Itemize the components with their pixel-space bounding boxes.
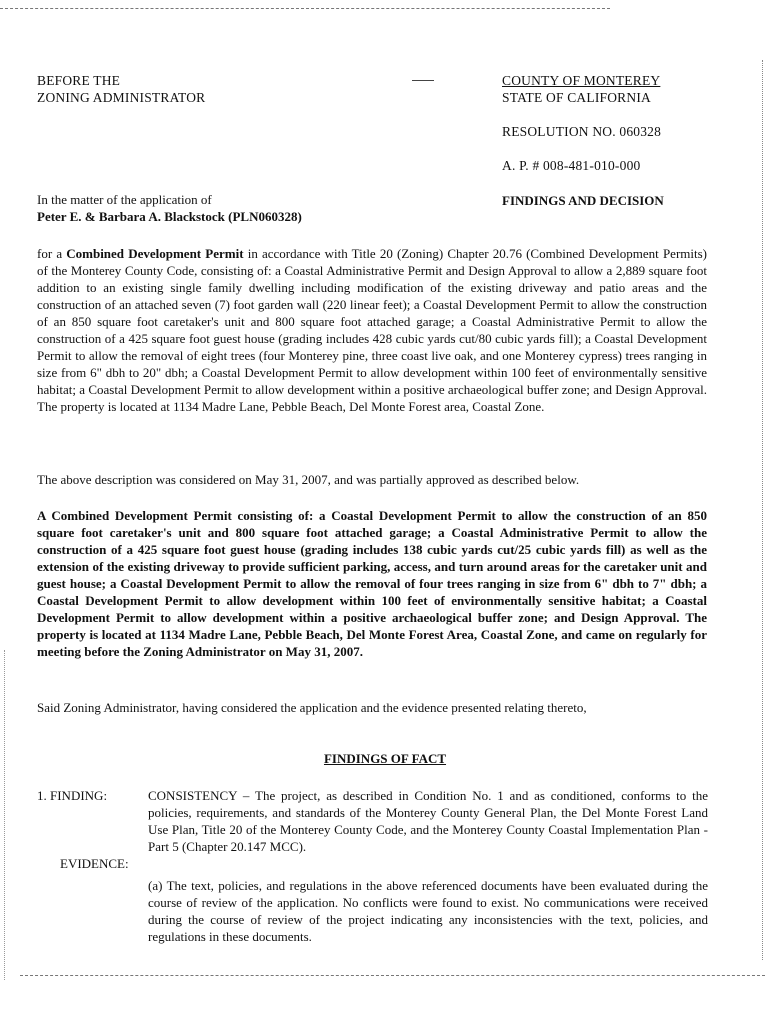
scan-artifact-bottom [20,975,765,976]
said-statement: Said Zoning Administrator, having considered the application and the evidence presented relating thereto, [37,700,587,715]
scan-artifact-left-edge [4,650,5,980]
header-left [37,72,367,106]
matter-block [37,191,457,225]
findings-of-fact-heading: FINDINGS OF FACT [323,751,447,766]
header-state: STATE OF CALIFORNIA [502,90,651,105]
request-prefix: for a [37,246,67,261]
approved-permit-paragraph: A Combined Development Permit consisting of: a Coastal Development Permit to allow the construction of an 850 square foot caretaker's unit and 800 square foot attached garage; a Coastal Administrative Permit to allow the construction of a 425 square foot guest house (grading includes 138 cubic yards cut/25 cubic yards fill) as well as the extension of the existing driveway to provide sufficient parking, access, and turn around areas for the caretaker unit and guest house; a Coastal Development Permit to allow the removal of four trees ranging in size from 6" dbh to 7" dbh; a Coastal Development Permit to allow development within 100 feet of environmentally sensitive habitat; a Coastal Development Permit to allow development within a positive archaeological buffer zone; and Design Approval. The property is located at 1134 Madre Lane, Pebble Beach, Del Monte Forest Area, Coastal Zone, and came on regularly for meeting before the Zoning Administrator on May 31, 2007. [37,508,707,659]
request-permit-type: Combined Development Permit [66,246,244,261]
matter-intro: In the matter of the application of [37,192,212,207]
findings-and-decision-title: FINDINGS AND DECISION [502,193,664,208]
header-before-the: BEFORE THE [37,73,121,88]
applicant-name: Peter E. & Barbara A. Blackstock (PLN060328) [37,209,302,224]
evidence-a: (a) The text, policies, and regulations in the above referenced documents have been evaluated during the course of review of the application. No conflicts were found to exist. No communications were received during the course of review of the project indicating any inconsistencies with the text, policies, and regulations in these documents. [148,878,708,944]
finding-1-number: 1. FINDING: [37,788,108,803]
assessor-parcel-number: A. P. # 008-481-010-000 [502,158,641,173]
resolution-number: RESOLUTION NO. 060328 [502,124,662,139]
header-rule [412,80,434,81]
header-county: COUNTY OF MONTEREY [502,73,661,88]
request-body: in accordance with Title 20 (Zoning) Chapter 20.76 (Combined Development Permits) of the Monterey County Code, consisting of: a Coastal Administrative Permit and Design Approval to allow a 2,889 square foot addition to an existing single family dwelling including modification of the existing driveway and patio areas and the construction of an attached seven (7) foot garden wall (220 linear feet); a Coastal Development Permit to allow the construction of an 850 square foot caretaker's unit and 800 square foot attached garage; a Coastal Administrative Permit to allow the construction of a 425 square foot guest house (grading includes 428 cubic yards cut/80 cubic yards fill); a Coastal Development Permit to allow the removal of eight trees (four Monterey pine, three coast live oak, and one Monterey cypress) trees ranging in size from 6" dbh to 20" dbh; a Coastal Development Permit to allow development within 100 feet of environmentally sensitive habitat; a Coastal Development Permit to allow development within a positive archaeological buffer zone; and Design Approval. The property is located at 1134 Madre Lane, Pebble Beach, Del Monte Forest area, Coastal Zone. [37,246,707,414]
header-zoning-administrator: ZONING ADMINISTRATOR [37,90,206,105]
scan-artifact-top [0,8,610,9]
scan-artifact-right-edge [762,60,763,960]
evidence-label: EVIDENCE: [60,856,129,871]
considered-statement: The above description was considered on May 31, 2007, and was partially approved as described below. [37,472,580,487]
request-paragraph [37,245,707,415]
header-right [502,72,742,174]
finding-1-text: CONSISTENCY – The project, as described in Condition No. 1 and as conditioned, conforms to the policies, requirements, and standards of the Monterey County General Plan, the Del Monte Forest Land Use Plan, Title 20 of the Monterey County Code, and the Monterey County Coastal Implementation Plan - Part 5 (Chapter 20.147 MCC). [148,788,708,854]
